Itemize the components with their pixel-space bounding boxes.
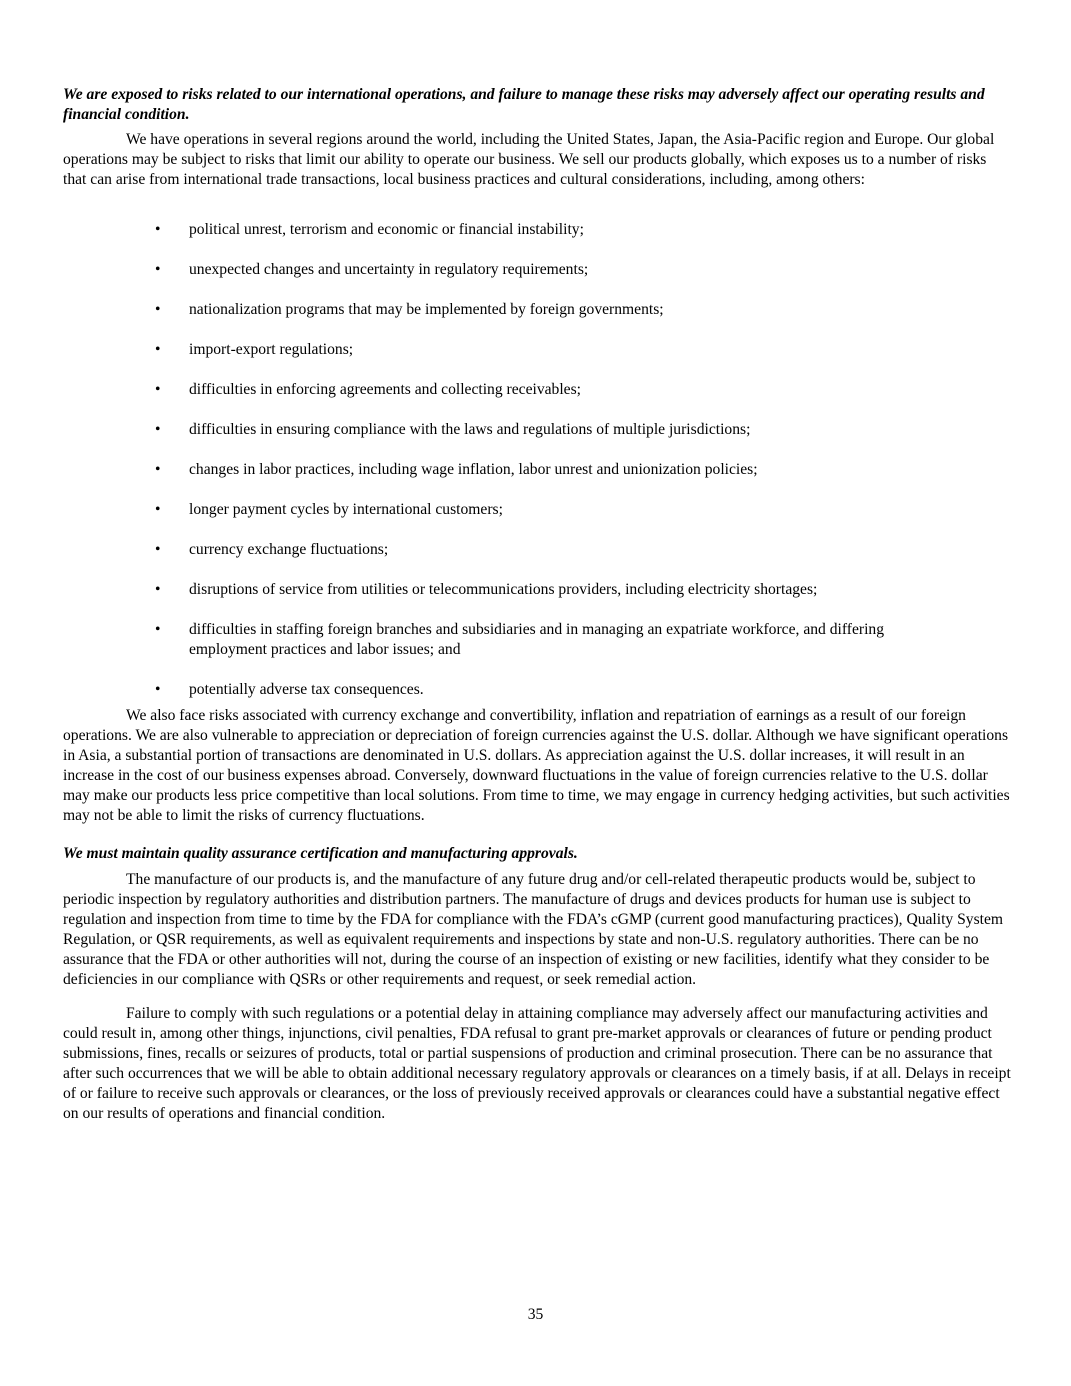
list-item-text: currency exchange fluctuations; <box>189 541 389 558</box>
list-item-text: changes in labor practices, including wage inflation, labor unrest and unionization policies; <box>189 461 758 478</box>
list-item-text: difficulties in enforcing agreements and collecting receivables; <box>189 381 581 398</box>
bullet-icon: • <box>155 301 161 318</box>
section-heading-international-risks: We are exposed to risks related to our international operations, and failure to manage these risks may adversely affect our operating results and financial condition. <box>63 86 985 123</box>
list-item-text: political unrest, terrorism and economic or financial instability; <box>189 221 584 238</box>
list-item <box>63 300 1011 320</box>
list-item-text: difficulties in staffing foreign branches and subsidiaries and in managing an expatriate workforce, and differing employment practices and labor issues; and <box>189 621 885 658</box>
bullet-icon: • <box>155 501 161 518</box>
page-number: 35 <box>527 1306 544 1323</box>
list-item-text: disruptions of service from utilities or telecommunications providers, including electricity shortages; <box>189 581 818 598</box>
paragraph-currency-risks: We also face risks associated with currency exchange and convertibility, inflation and repatriation of earnings as a result of our foreign operations. We are also vulnerable to appreciation or depreciation of foreign currencies against the U.S. dollar. Although we have significant operations in Asia, a substantial portion of transactions are denominated in U.S. dollars. As appreciation against the U.S. dollar increases, it will result in an increase in the cost of our business expenses abroad. Conversely, downward fluctuations in the value of foreign currencies relative to the U.S. dollar may make our products less price competitive than local solutions. From time to time, we may engage in currency hedging activities, but such activities may not be able to limit the risks of currency fluctuations. <box>63 707 1010 824</box>
paragraph-compliance-failure: Failure to comply with such regulations or a potential delay in attaining compliance may adversely affect our manufacturing activities and could result in, among other things, injunctions, civil penalties, FDA refusal to grant pre-market approvals or clearances of future or pending product submissions, fines, recalls or seizures of products, total or partial suspensions of production and criminal prosecution. There can be no assurance that after such occurrences that we will be able to obtain additional necessary regulatory approvals or clearances on a timely basis, if at all. Delays in receipt of or failure to receive such approvals or clearances, or the loss of previously received approvals or clearances could have a substantial negative effect on our results of operations and financial condition. <box>63 1005 1011 1122</box>
document-page <box>63 85 1011 1124</box>
list-item <box>63 680 1011 700</box>
bullet-icon: • <box>155 341 161 358</box>
list-item-text: unexpected changes and uncertainty in regulatory requirements; <box>189 261 589 278</box>
bullet-icon: • <box>155 261 161 278</box>
bullet-icon: • <box>155 461 161 478</box>
list-item <box>63 580 1011 600</box>
list-item-text: longer payment cycles by international customers; <box>189 501 503 518</box>
list-item <box>63 380 1011 400</box>
list-item-text: difficulties in ensuring compliance with the laws and regulations of multiple jurisdictions; <box>189 421 751 438</box>
list-item <box>63 540 1011 560</box>
paragraph-international-intro: We have operations in several regions around the world, including the United States, Japan, the Asia-Pacific region and Europe. Our global operations may be subject to risks that limit our ability to operate our business. We sell our products globally, which exposes us to a number of risks that can arise from international trade transactions, local business practices and cultural considerations, including, among others: <box>63 131 995 188</box>
list-item <box>63 620 1011 660</box>
bullet-icon: • <box>155 421 161 438</box>
list-item-text: nationalization programs that may be implemented by foreign governments; <box>189 301 664 318</box>
list-item <box>63 340 1011 360</box>
bullet-icon: • <box>155 681 161 698</box>
list-item <box>63 500 1011 520</box>
bullet-icon: • <box>155 221 161 238</box>
list-item <box>63 220 1011 240</box>
section-heading-quality-assurance: We must maintain quality assurance certification and manufacturing approvals. <box>63 845 578 862</box>
list-item <box>63 420 1011 440</box>
bullet-icon: • <box>155 581 161 598</box>
bullet-icon: • <box>155 621 161 638</box>
list-item <box>63 460 1011 480</box>
list-item-text: import-export regulations; <box>189 341 354 358</box>
risk-bullet-list <box>63 220 1011 700</box>
list-item <box>63 260 1011 280</box>
paragraph-manufacture-inspection: The manufacture of our products is, and the manufacture of any future drug and/or cell-related therapeutic products would be, subject to periodic inspection by regulatory authorities and distribution partners. The manufacture of drugs and devices products for human use is subject to regulation and inspection from time to time by the FDA for compliance with the FDA’s cGMP (current good manufacturing practices), Quality System Regulation, or QSR requirements, as well as equivalent requirements and inspections by state and non-U.S. regulatory authorities. There can be no assurance that the FDA or other authorities will not, during the course of an inspection of existing or new facilities, identify what they consider to be deficiencies in our compliance with QSRs or other requirements and request, or seek remedial action. <box>63 871 1004 988</box>
bullet-icon: • <box>155 541 161 558</box>
list-item-text: potentially adverse tax consequences. <box>189 681 424 698</box>
bullet-icon: • <box>155 381 161 398</box>
